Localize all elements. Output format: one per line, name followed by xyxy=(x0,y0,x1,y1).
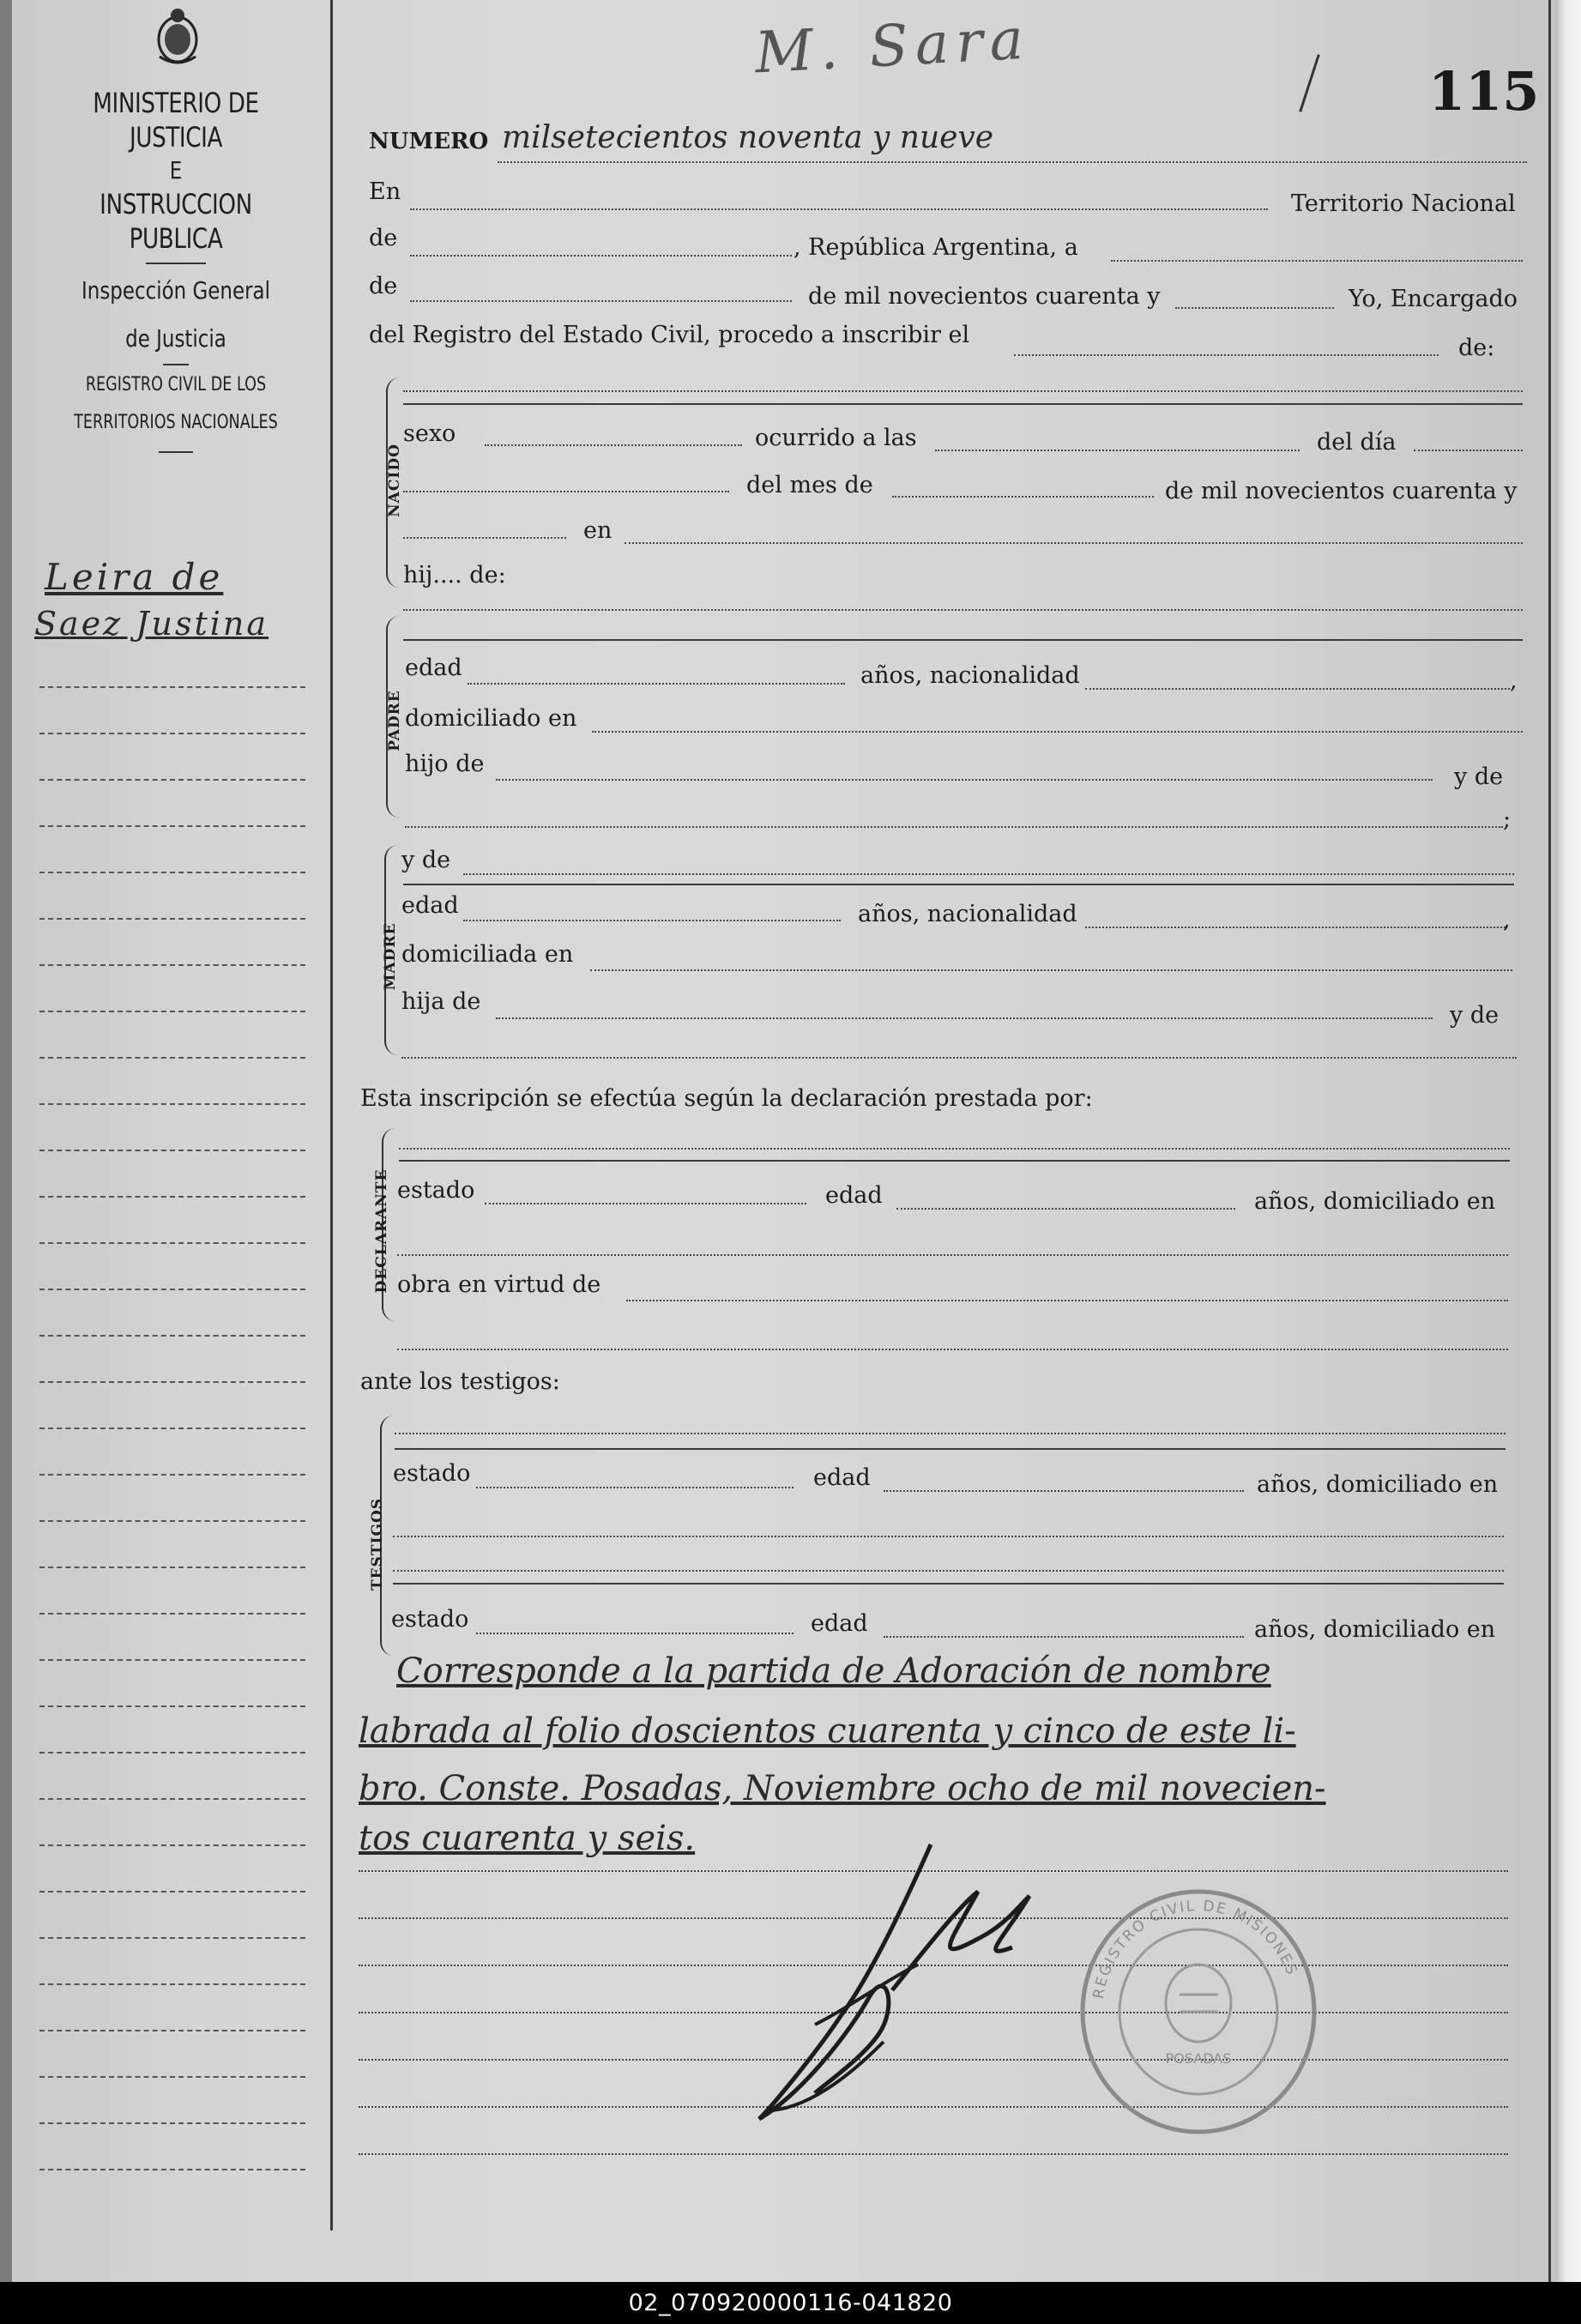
field-line xyxy=(1111,260,1523,262)
margin-ruled-line xyxy=(39,1659,305,1661)
note-line: labrada al folio doscientos cuarenta y cinco de este li- xyxy=(359,1711,1296,1751)
field-line xyxy=(476,1633,794,1634)
ministry-line: E xyxy=(169,156,183,184)
field-line xyxy=(485,1203,806,1204)
seal-text: REGISTRO CIVIL DE MISIONES xyxy=(1089,1897,1301,2001)
registry-line: REGISTRO CIVIL DE LOS xyxy=(85,374,267,395)
field-line xyxy=(393,1536,1504,1537)
domiciliada-label: domiciliada en xyxy=(401,941,574,968)
edad2-label: edad xyxy=(401,892,459,919)
field-line xyxy=(405,826,1503,828)
note-line: bro. Conste. Posadas, Noviembre ocho de mil novecien- xyxy=(359,1769,1326,1808)
margin-ruled-line xyxy=(39,1150,305,1151)
edad3-label: edad xyxy=(825,1182,883,1209)
field-line xyxy=(463,920,841,921)
field-line xyxy=(401,1057,1517,1059)
divider xyxy=(146,263,206,264)
territorio-label: Territorio Nacional xyxy=(1291,190,1516,217)
hijo-de-label: hijo de xyxy=(405,751,485,777)
margin-ruled-line xyxy=(39,1752,305,1754)
margin-ruled-line xyxy=(39,1289,305,1290)
signature-icon xyxy=(721,1810,1107,2153)
margin-ruled-line xyxy=(39,825,305,827)
inspection-line: Inspección General xyxy=(81,276,270,305)
ocurrido-label: ocurrido a las xyxy=(755,425,917,451)
pen-stroke xyxy=(1299,54,1319,112)
margin-ruled-line xyxy=(39,1566,305,1568)
field-line xyxy=(896,1208,1235,1210)
registry-seal-icon xyxy=(1077,1883,1321,2140)
field-line xyxy=(410,208,1268,210)
ministry-line: INSTRUCCION PUBLICA xyxy=(100,188,252,255)
field-line xyxy=(485,444,742,446)
field-line xyxy=(410,300,792,302)
edad-label: edad xyxy=(405,655,462,681)
sexo-label: sexo xyxy=(403,420,456,447)
right-margin-line xyxy=(1548,0,1551,2282)
republica-label: , República Argentina, a xyxy=(794,234,1078,261)
section-rule xyxy=(403,639,1523,641)
domiciliado-label: domiciliado en xyxy=(405,705,577,732)
ruled-line xyxy=(359,2153,1508,2155)
registry-line: TERRITORIOS NACIONALES xyxy=(74,412,278,433)
field-line xyxy=(403,390,1523,392)
margin-ruled-line xyxy=(39,918,305,920)
registro-label: del Registro del Estado Civil, procedo a inscribir el xyxy=(369,322,970,348)
edad5-label: edad xyxy=(811,1610,868,1637)
field-line xyxy=(590,969,1512,971)
mil-label: de mil novecientos cuarenta y xyxy=(808,283,1161,310)
field-line xyxy=(496,779,1433,781)
anos-dom2-label: años, domiciliado en xyxy=(1257,1471,1499,1498)
margin-ruled-line xyxy=(39,1335,305,1337)
field-line xyxy=(403,609,1523,611)
margin-ruled-line xyxy=(39,1196,305,1198)
de-label: de xyxy=(369,225,398,251)
divider xyxy=(159,451,193,453)
field-line xyxy=(397,1349,1508,1350)
estado-label: estado xyxy=(397,1177,475,1204)
field-line xyxy=(1014,354,1439,356)
margin-ruled-line xyxy=(39,1613,305,1615)
edad4-label: edad xyxy=(813,1464,871,1491)
margin-ruled-line xyxy=(39,1381,305,1383)
margin-ruled-line xyxy=(39,1983,305,1985)
page-left-edge xyxy=(0,0,12,2282)
margin-ruled-line xyxy=(39,2030,305,2031)
margin-name-line: Saez Justina xyxy=(34,605,269,643)
field-line xyxy=(1085,688,1510,690)
divider xyxy=(163,364,189,365)
field-line xyxy=(935,450,1300,451)
field-line xyxy=(884,1636,1244,1638)
field-line xyxy=(626,1300,1508,1301)
margin-ruled-line xyxy=(39,686,305,688)
estado3-label: estado xyxy=(391,1606,469,1633)
margin-ruled-line xyxy=(39,964,305,966)
margin-ruled-line xyxy=(39,733,305,734)
section-rule xyxy=(399,1160,1510,1162)
section-rule xyxy=(403,403,1523,405)
top-handwriting: M. Sara xyxy=(753,5,1032,87)
note-line: Corresponde a la partida de Adoración de nombre xyxy=(396,1651,1271,1691)
de-colon-label: de: xyxy=(1458,335,1495,361)
margin-ruled-line xyxy=(39,1103,305,1105)
margin-ruled-line xyxy=(39,1242,305,1244)
margin-line xyxy=(330,0,333,2230)
field-line xyxy=(403,491,729,492)
anos-dom3-label: años, domiciliado en xyxy=(1254,1616,1496,1643)
page-right-edge xyxy=(1555,0,1581,2282)
margin-ruled-line xyxy=(39,779,305,781)
margin-ruled-line xyxy=(39,1011,305,1012)
section-rule xyxy=(393,1583,1504,1585)
field-line xyxy=(884,1490,1244,1492)
ministry-line: MINISTERIO DE JUSTICIA xyxy=(93,87,259,154)
margin-ruled-line xyxy=(39,2122,305,2124)
inscripcion-label: Esta inscripción se efectúa según la declaración prestada por: xyxy=(360,1085,1093,1112)
margin-ruled-line xyxy=(39,2169,305,2170)
field-line xyxy=(393,1570,1504,1572)
field-line xyxy=(395,1433,1506,1434)
margin-ruled-line xyxy=(39,1798,305,1800)
estado2-label: estado xyxy=(393,1460,471,1487)
comma: , xyxy=(1510,667,1518,694)
numero-label: NUMERO xyxy=(369,129,489,154)
field-line xyxy=(403,537,566,539)
field-line xyxy=(410,255,792,257)
margin-ruled-line xyxy=(39,872,305,873)
field-line xyxy=(468,683,845,685)
del-mes-label: del mes de xyxy=(746,472,873,498)
margin-ruled-line xyxy=(39,1057,305,1059)
inspection-line: de Justicia xyxy=(125,324,226,353)
field-line xyxy=(1414,450,1523,451)
field-line xyxy=(592,731,1523,733)
margin-ruled-line xyxy=(39,1474,305,1476)
testigos-intro: ante los testigos: xyxy=(360,1368,560,1395)
margin-ruled-line xyxy=(39,1428,305,1429)
en2-label: en xyxy=(583,517,612,544)
margin-ruled-line xyxy=(39,2076,305,2078)
y-de-label: y de xyxy=(1454,764,1504,790)
yo-label: Yo, Encargado xyxy=(1349,286,1518,312)
del-dia-label: del día xyxy=(1317,429,1397,456)
margin-ruled-line xyxy=(39,1520,305,1522)
semicolon: ; xyxy=(1503,806,1512,833)
field-line xyxy=(463,873,1514,875)
sheet-number: 115 xyxy=(1428,60,1540,123)
y-de3-label: y de xyxy=(1450,1002,1500,1029)
image-id-bar xyxy=(0,2282,1581,2324)
en-label: En xyxy=(369,178,401,205)
ministry-header xyxy=(34,86,317,458)
de2-label: de xyxy=(369,273,398,299)
nacido-section-label: NACIDO xyxy=(386,444,403,517)
testigos-section-label: TESTIGOS xyxy=(369,1497,386,1591)
note-line: tos cuarenta y seis. xyxy=(359,1819,696,1858)
section-rule xyxy=(403,884,1514,885)
padre-section-label: PADRE xyxy=(386,690,403,752)
margin-ruled-line xyxy=(39,1937,305,1939)
image-id: 02_070920000116-041820 xyxy=(628,2290,953,2316)
margin-ruled-line xyxy=(39,1844,305,1846)
field-line xyxy=(1085,927,1506,928)
y-de2-label: y de xyxy=(401,847,451,873)
field-line xyxy=(496,1017,1433,1019)
anos-nac2-label: años, nacionalidad xyxy=(858,901,1077,927)
svg-text:REGISTRO CIVIL DE MISIONES xyxy=(1090,1898,1300,2000)
hija-de-label: hija de xyxy=(401,988,481,1015)
comma: , xyxy=(1503,907,1511,933)
anos-nac-label: años, nacionalidad xyxy=(860,662,1080,689)
field-line xyxy=(1175,307,1334,309)
margin-ruled-line xyxy=(39,1705,305,1707)
coat-of-arms-icon xyxy=(153,5,202,67)
field-line xyxy=(892,496,1154,498)
margin-name-line: Leira de xyxy=(45,556,224,598)
numero-value: milsetecientos noventa y nueve xyxy=(502,120,994,155)
field-line xyxy=(397,1254,1508,1256)
mil2-label: de mil novecientos cuarenta y xyxy=(1165,478,1518,504)
madre-section-label: MADRE xyxy=(382,922,399,991)
field-line xyxy=(399,1148,1510,1150)
declarante-section-label: DECLARANTE xyxy=(373,1168,390,1294)
hij-label: hij.... de: xyxy=(403,562,506,589)
field-line xyxy=(625,542,1523,544)
field-line xyxy=(476,1487,794,1488)
obra-label: obra en virtud de xyxy=(397,1271,601,1298)
seal-city: POSADAS xyxy=(1165,2050,1232,2067)
anos-dom-label: años, domiciliado en xyxy=(1254,1188,1496,1215)
field-line xyxy=(498,161,1527,163)
margin-ruled-line xyxy=(39,1891,305,1892)
section-rule xyxy=(395,1448,1506,1450)
